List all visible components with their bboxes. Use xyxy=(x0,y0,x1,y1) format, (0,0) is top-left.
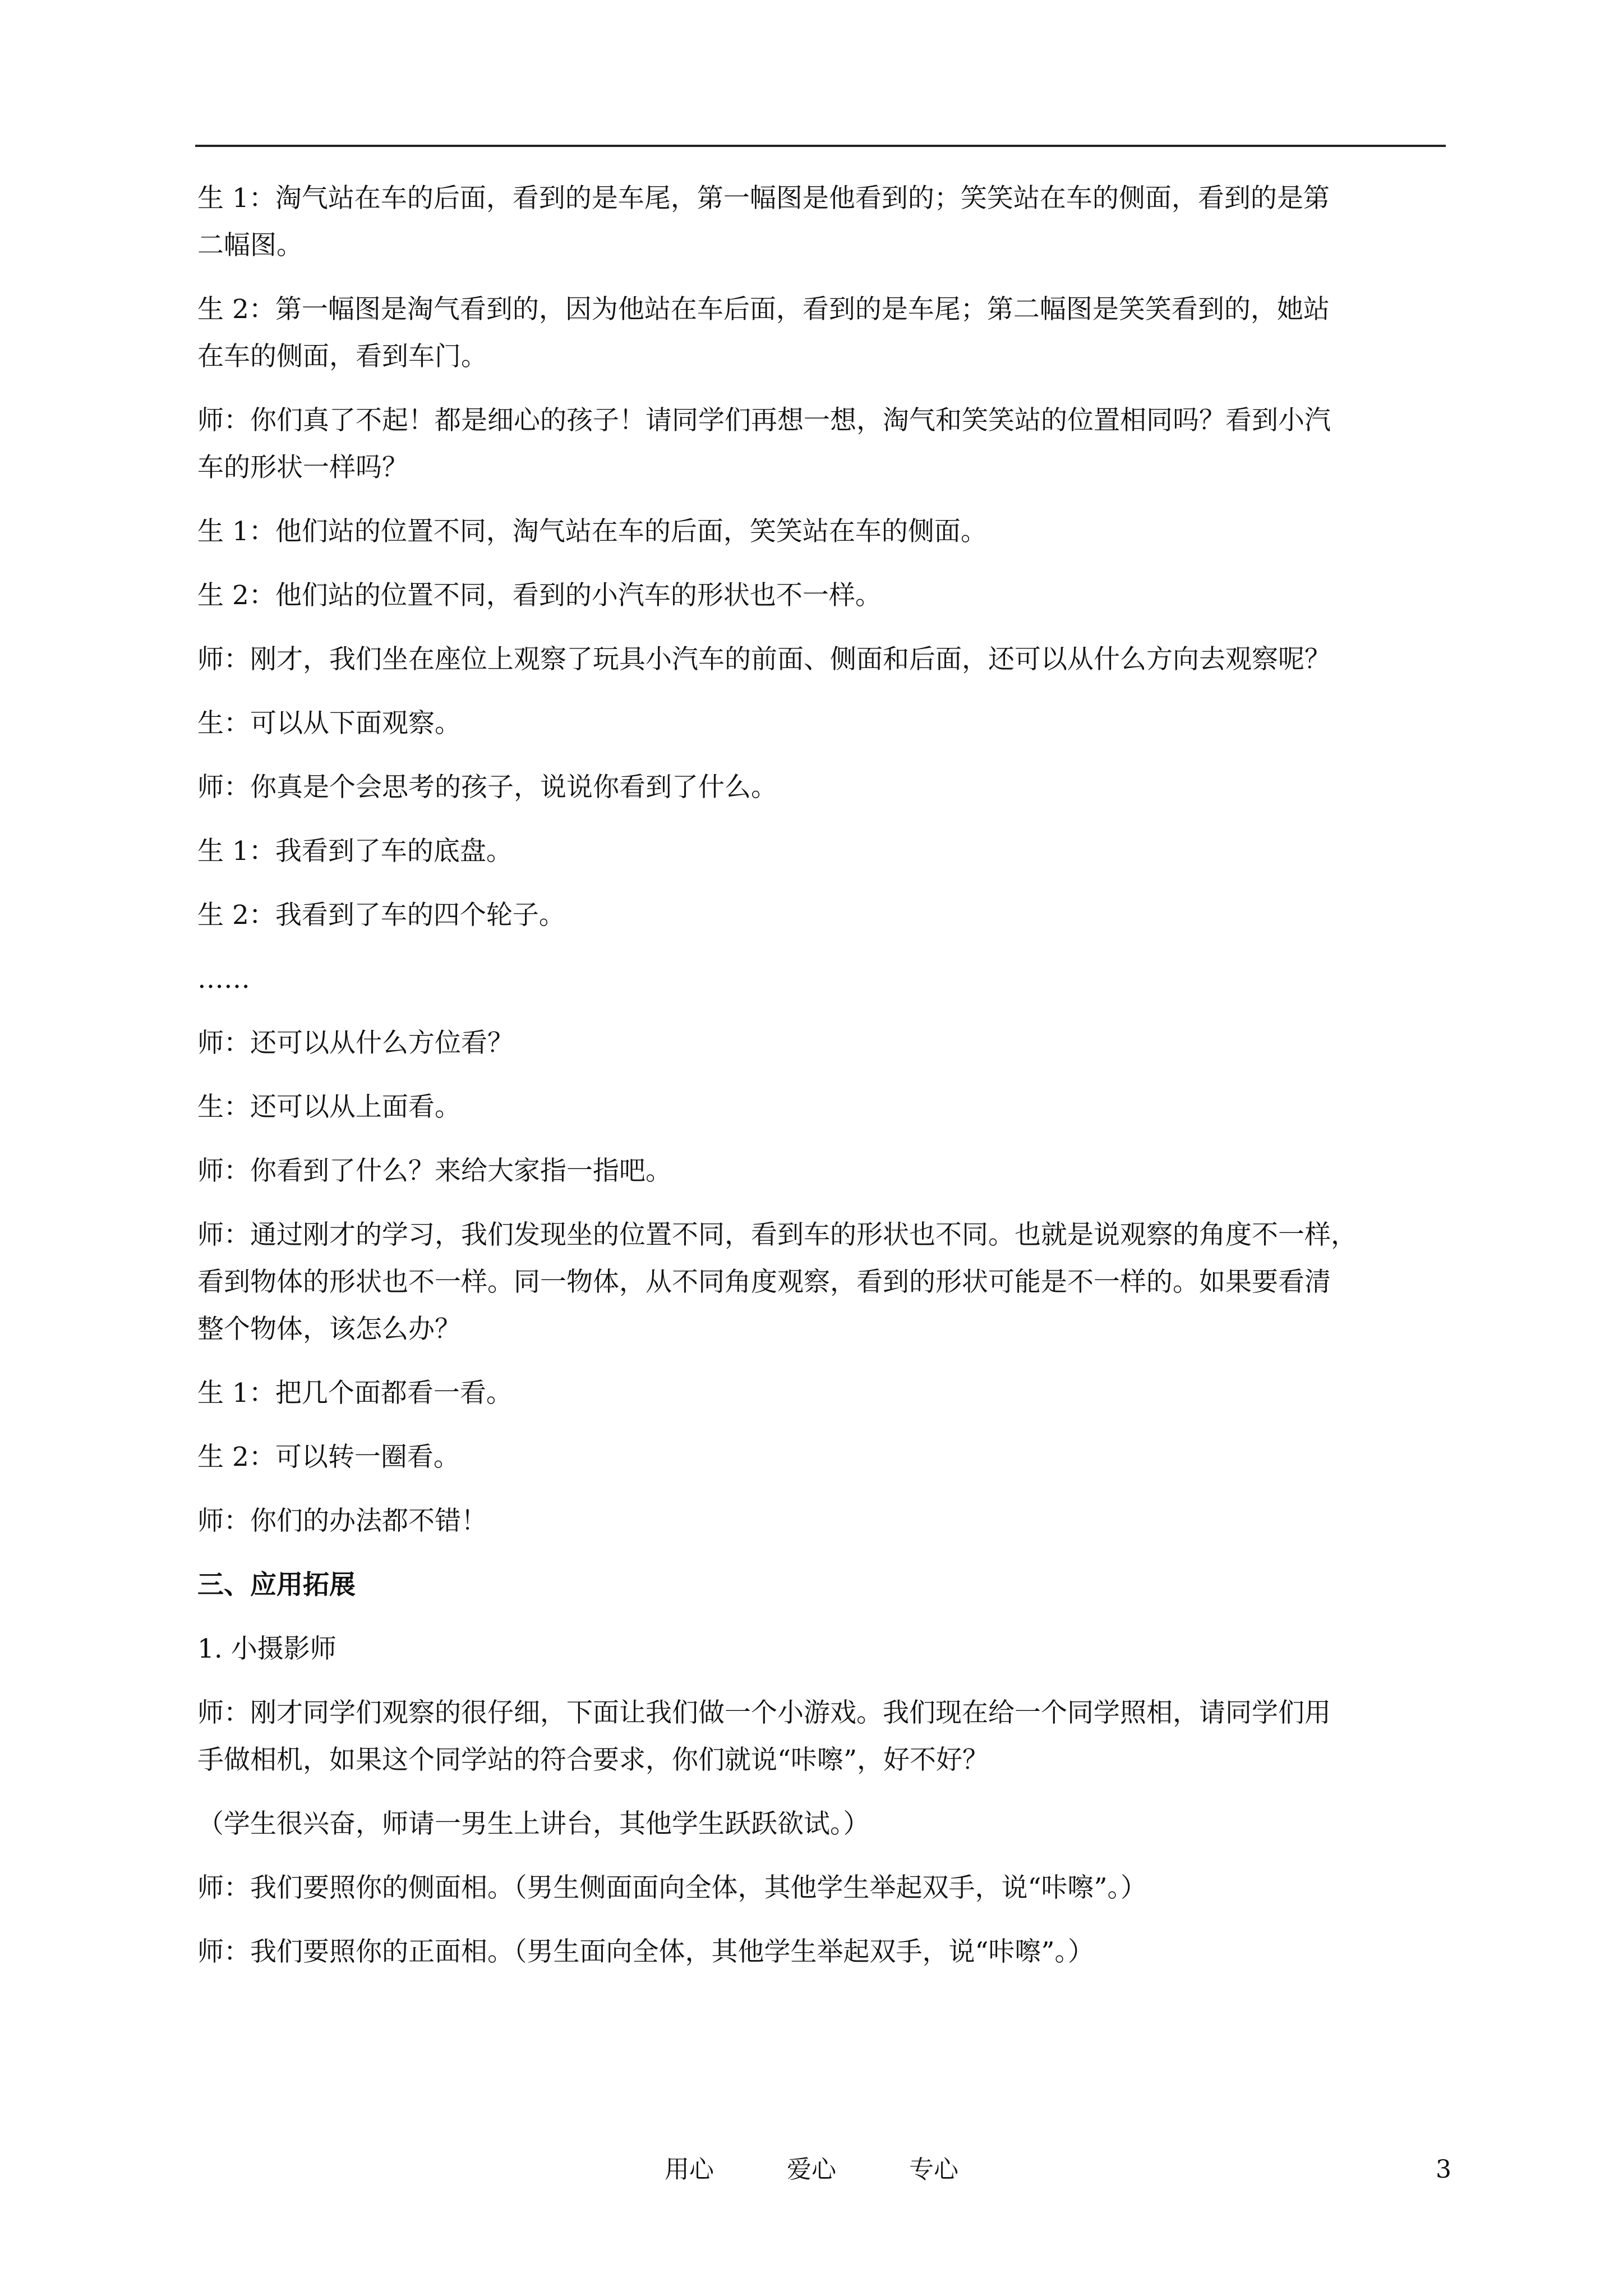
text-line: 1. 小摄影师 xyxy=(197,1634,336,1664)
paragraph xyxy=(197,1929,1448,1976)
text-line: 师：你们的办法都不错！ xyxy=(197,1506,487,1536)
paragraph xyxy=(197,286,1448,380)
text-line: 在车的侧面，看到车门。 xyxy=(197,341,487,372)
paragraph xyxy=(197,636,1448,683)
text-line: 三、应用拓展 xyxy=(197,1570,356,1600)
text-line: 师：还可以从什么方位看？ xyxy=(197,1028,514,1059)
paragraph xyxy=(197,1148,1448,1195)
text-line: 整个物体，该怎么办？ xyxy=(197,1314,461,1345)
text-line: 生 2：可以转一圈看。 xyxy=(197,1442,460,1473)
text-line: 生 1：我看到了车的底盘。 xyxy=(197,836,513,867)
text-line: 师：你真是个会思考的孩子，说说你看到了什么。 xyxy=(197,772,777,803)
paragraph xyxy=(197,764,1448,811)
text-line: 车的形状一样吗？ xyxy=(197,452,408,483)
text-line: 生 1：把几个面都看一看。 xyxy=(197,1378,513,1409)
text-line: 生 2：第一幅图是淘气看到的，因为他站在车后面，看到的是车尾；第二幅图是笑笑看到的，她站 xyxy=(197,294,1330,325)
text-line: 看到物体的形状也不一样。同一物体，从不同角度观察，看到的形状可能是不一样的。如果要看清 xyxy=(197,1267,1331,1297)
text-line: 生 2：我看到了车的四个轮子。 xyxy=(197,900,565,931)
paragraph xyxy=(197,1434,1448,1481)
paragraph xyxy=(197,1801,1448,1848)
paragraph xyxy=(197,956,1448,1003)
text-line: （学生很兴奋，师请一男生上讲台，其他学生跃跃欲试。） xyxy=(197,1809,870,1839)
document-body xyxy=(197,175,1448,1993)
text-line: …… xyxy=(197,964,250,995)
page-number: 3 xyxy=(1436,2155,1451,2184)
section-heading xyxy=(197,1562,1448,1609)
text-line: 生：还可以从上面看。 xyxy=(197,1092,461,1122)
paragraph xyxy=(197,1865,1448,1912)
paragraph xyxy=(197,397,1448,491)
paragraph xyxy=(197,572,1448,619)
footer-word: 专心 xyxy=(909,2155,958,2184)
paragraph xyxy=(197,1084,1448,1131)
text-line: 师：通过刚才的学习，我们发现坐的位置不同，看到车的形状也不同。也就是说观察的角度不一样， xyxy=(197,1220,1357,1250)
footer-motto xyxy=(0,2153,1623,2187)
text-line: 师：你看到了什么？来给大家指一指吧。 xyxy=(197,1156,672,1186)
text-line: 二幅图。 xyxy=(197,230,303,261)
text-line: 师：我们要照你的正面相。（男生面向全体，其他学生举起双手，说“咔嚓”。） xyxy=(197,1936,1095,1967)
text-line: 师：你们真了不起！都是细心的孩子！请同学们再想一想，淘气和笑笑站的位置相同吗？看到小汽 xyxy=(197,405,1331,436)
footer-word: 用心 xyxy=(665,2155,714,2184)
paragraph xyxy=(197,828,1448,875)
paragraph xyxy=(197,508,1448,555)
paragraph xyxy=(197,700,1448,747)
text-line: 师：刚才同学们观察的很仔细，下面让我们做一个小游戏。我们现在给一个同学照相，请同学们用 xyxy=(197,1697,1331,1728)
paragraph xyxy=(197,1690,1448,1784)
paragraph xyxy=(197,175,1448,269)
paragraph xyxy=(197,1020,1448,1067)
text-line: 手做相机，如果这个同学站的符合要求，你们就说“咔嚓”，好不好？ xyxy=(197,1745,989,1775)
header-rule xyxy=(195,145,1446,147)
paragraph xyxy=(197,892,1448,939)
paragraph xyxy=(197,1370,1448,1417)
paragraph xyxy=(197,1626,1448,1673)
text-line: 生 2：他们站的位置不同，看到的小汽车的形状也不一样。 xyxy=(197,580,882,611)
text-line: 师：我们要照你的侧面相。（男生侧面面向全体，其他学生举起双手，说“咔嚓”。） xyxy=(197,1872,1147,1903)
paragraph xyxy=(197,1498,1448,1545)
footer-word: 爱心 xyxy=(787,2155,836,2184)
text-line: 生 1：淘气站在车的后面，看到的是车尾，第一幅图是他看到的；笑笑站在车的侧面，看到的是第 xyxy=(197,183,1330,214)
text-line: 生 1：他们站的位置不同，淘气站在车的后面，笑笑站在车的侧面。 xyxy=(197,516,987,547)
paragraph xyxy=(197,1212,1448,1353)
text-line: 师：刚才，我们坐在座位上观察了玩具小汽车的前面、侧面和后面，还可以从什么方向去观察呢？ xyxy=(197,644,1331,675)
text-line: 生：可以从下面观察。 xyxy=(197,708,461,739)
